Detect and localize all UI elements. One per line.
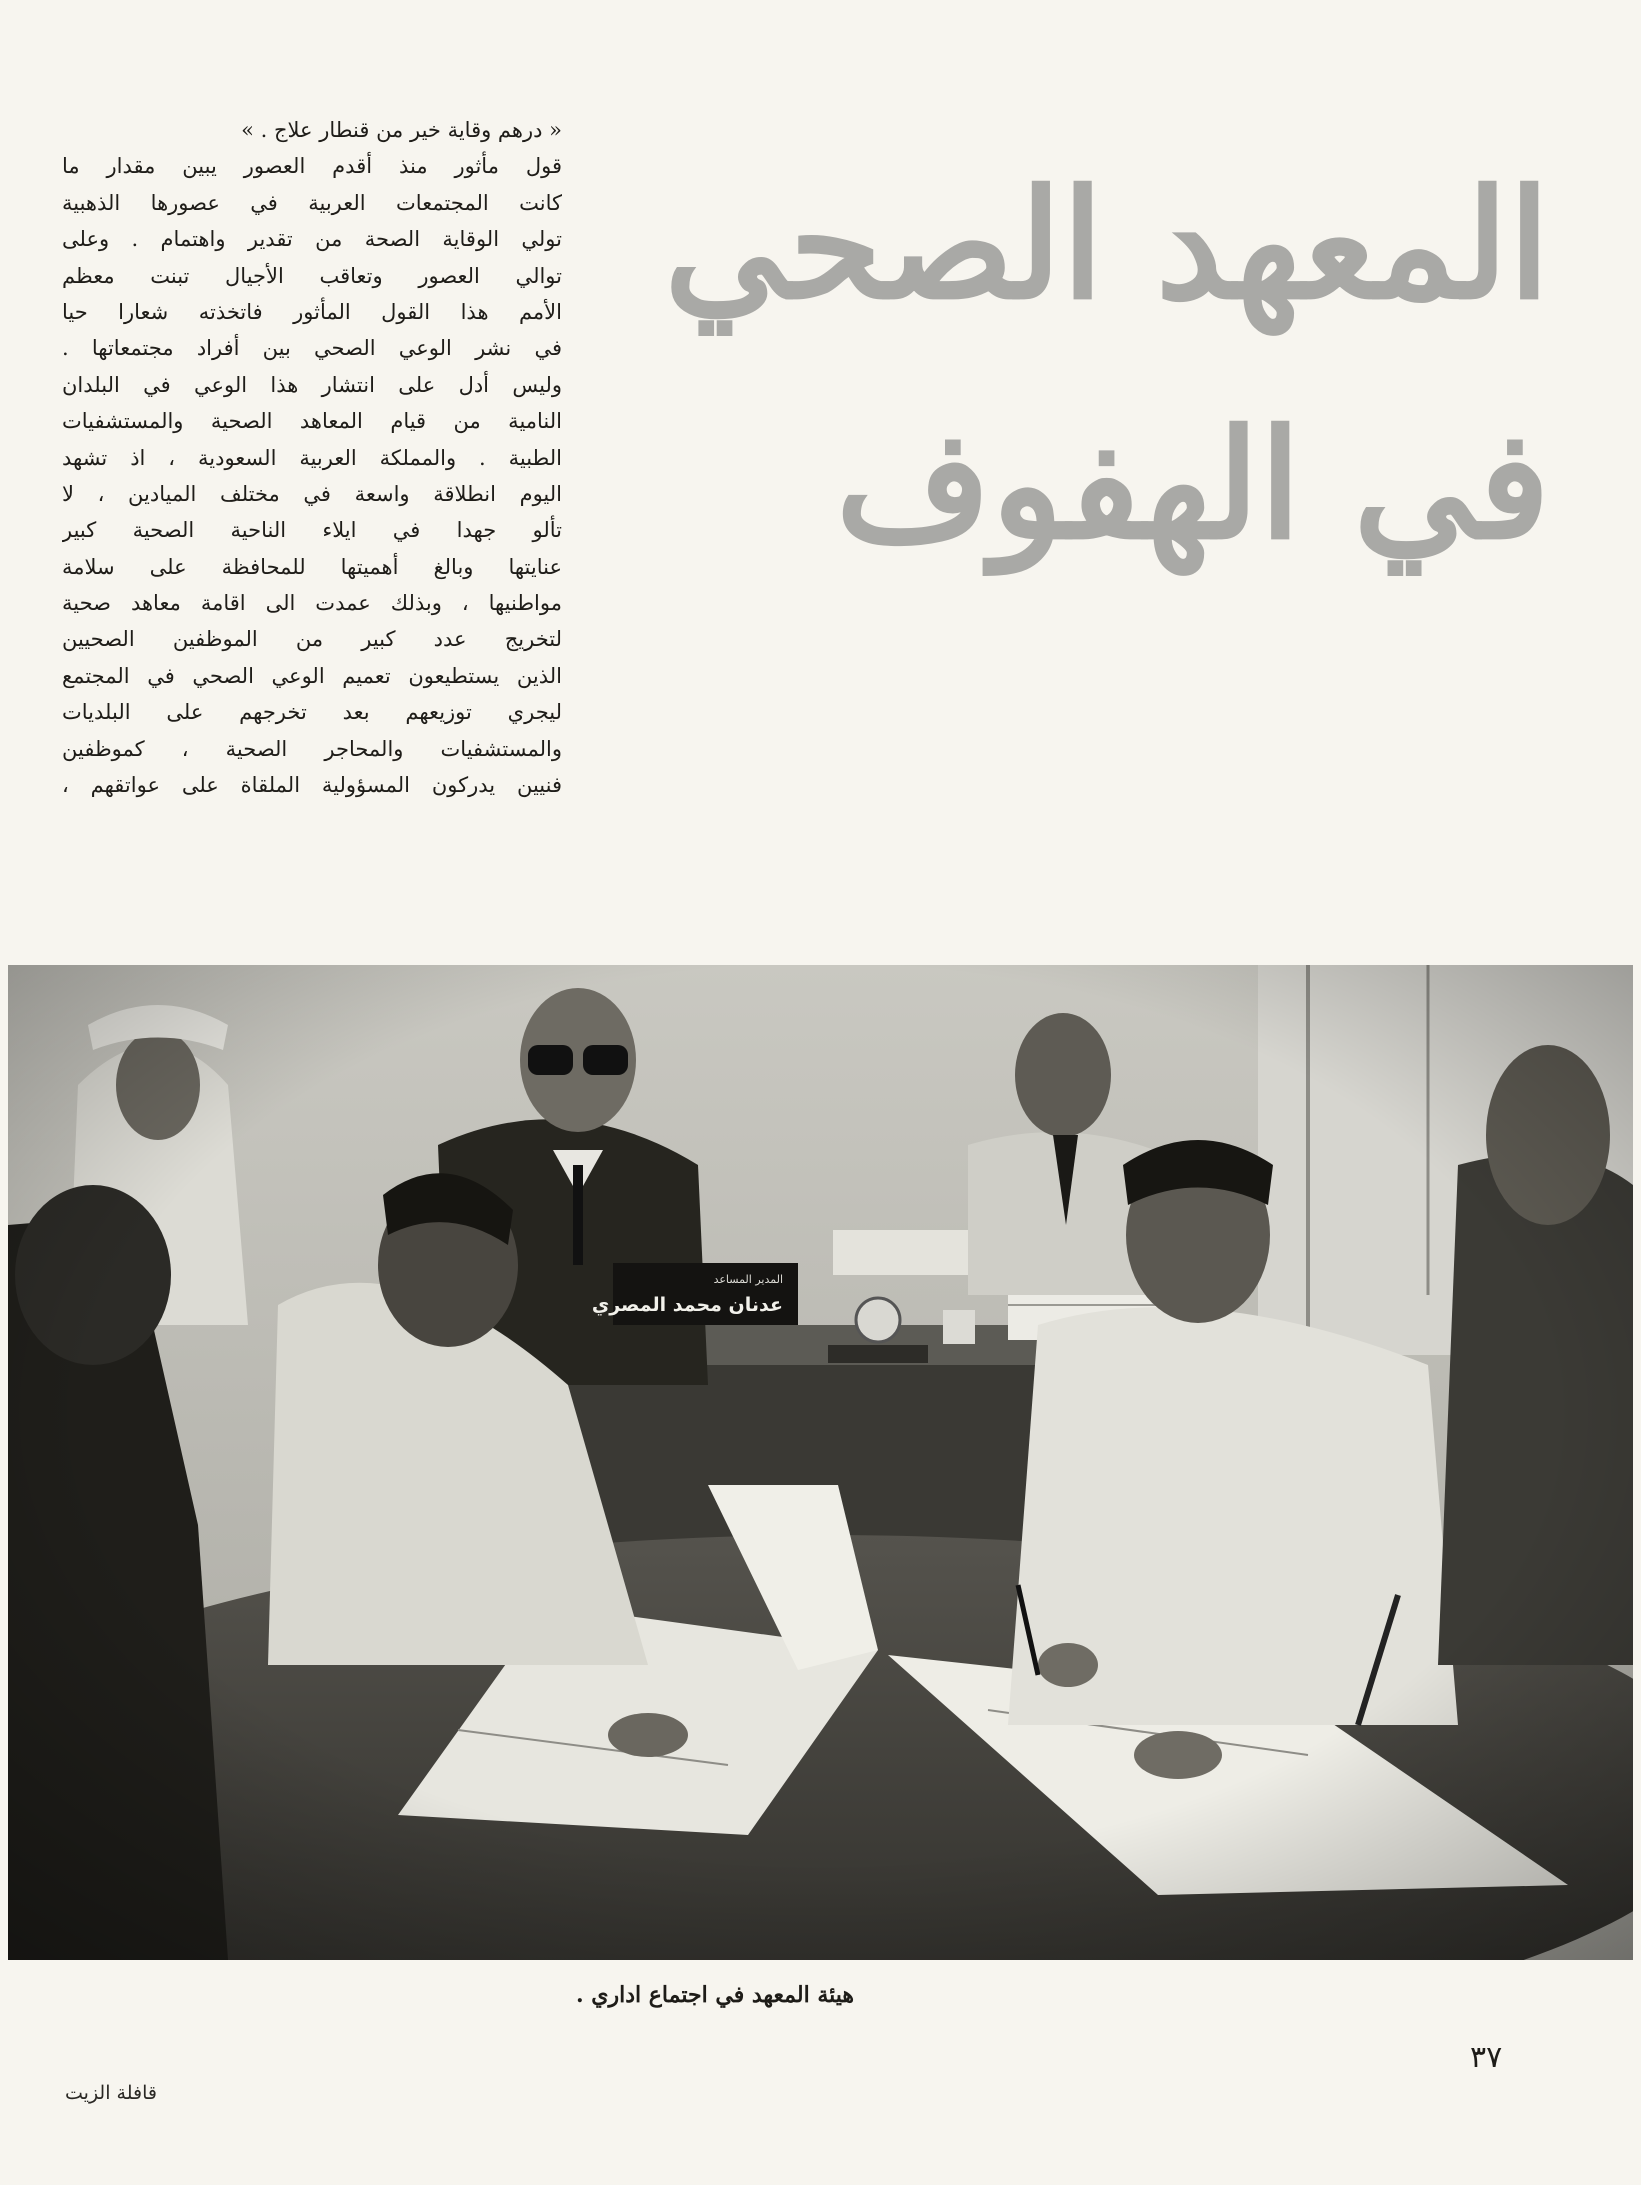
intro-line: والمستشفيات والمحاجر الصحية ، كموظفين <box>62 736 562 761</box>
intro-line: فنيين يدركون المسؤولية الملقاة على عواتقهم ، <box>62 773 562 798</box>
intro-line: اليوم انطلاقة واسعة في مختلف الميادين ، لا <box>62 481 562 506</box>
page-number: ٣٧ <box>1470 2040 1503 2075</box>
intro-line: مواطنيها ، وبذلك عمدت الى اقامة معاهد صحية <box>62 591 562 616</box>
intro-line: الأمم هذا القول المأثور فاتخذته شعارا حيا <box>62 299 562 324</box>
title-line-1: المعهد الصحي <box>664 157 1550 333</box>
intro-line: وليس أدل على انتشار هذا الوعي في البلدان <box>62 372 562 397</box>
intro-line: تألو جهدا في ايلاء الناحية الصحية كبير <box>62 518 562 543</box>
intro-line: « درهم وقاية خير من قنطار علاج . » <box>241 118 562 142</box>
meeting-photo <box>8 965 1633 1960</box>
photo-caption: هيئة المعهد في اجتماع اداري . <box>575 1982 855 2008</box>
publication-name: قافلة الزيت <box>65 2082 157 2104</box>
intro-line: عنايتها وبالغ أهميتها للمحافظة على سلامة <box>62 554 562 579</box>
intro-line: تولي الوقاية الصحة من تقدير واهتمام . وعلى <box>62 227 562 252</box>
meeting-photo-illustration <box>8 965 1633 1960</box>
title-line-2: في الهفوف <box>835 397 1550 573</box>
intro-line: الطبية . والمملكة العربية السعودية ، اذ تشهد <box>62 445 562 470</box>
article-title <box>664 110 1550 610</box>
intro-line: توالي العصور وتعاقب الأجيال تبنت معظم <box>62 263 562 288</box>
intro-paragraph <box>62 112 562 803</box>
intro-line: ليجري توزيعهم بعد تخرجهم على البلديات <box>62 700 562 725</box>
intro-line: قول مأثور منذ أقدم العصور يبين مقدار ما <box>62 154 562 179</box>
intro-line: الذين يستطيعون تعميم الوعي الصحي في المجتمع <box>62 663 562 688</box>
intro-line: لتخريج عدد كبير من الموظفين الصحيين <box>62 627 562 652</box>
intro-line: في نشر الوعي الصحي بين أفراد مجتمعاتها . <box>62 336 562 361</box>
intro-line: النامية من قيام المعاهد الصحية والمستشفيات <box>62 409 562 434</box>
intro-line: كانت المجتمعات العربية في عصورها الذهبية <box>62 190 562 215</box>
